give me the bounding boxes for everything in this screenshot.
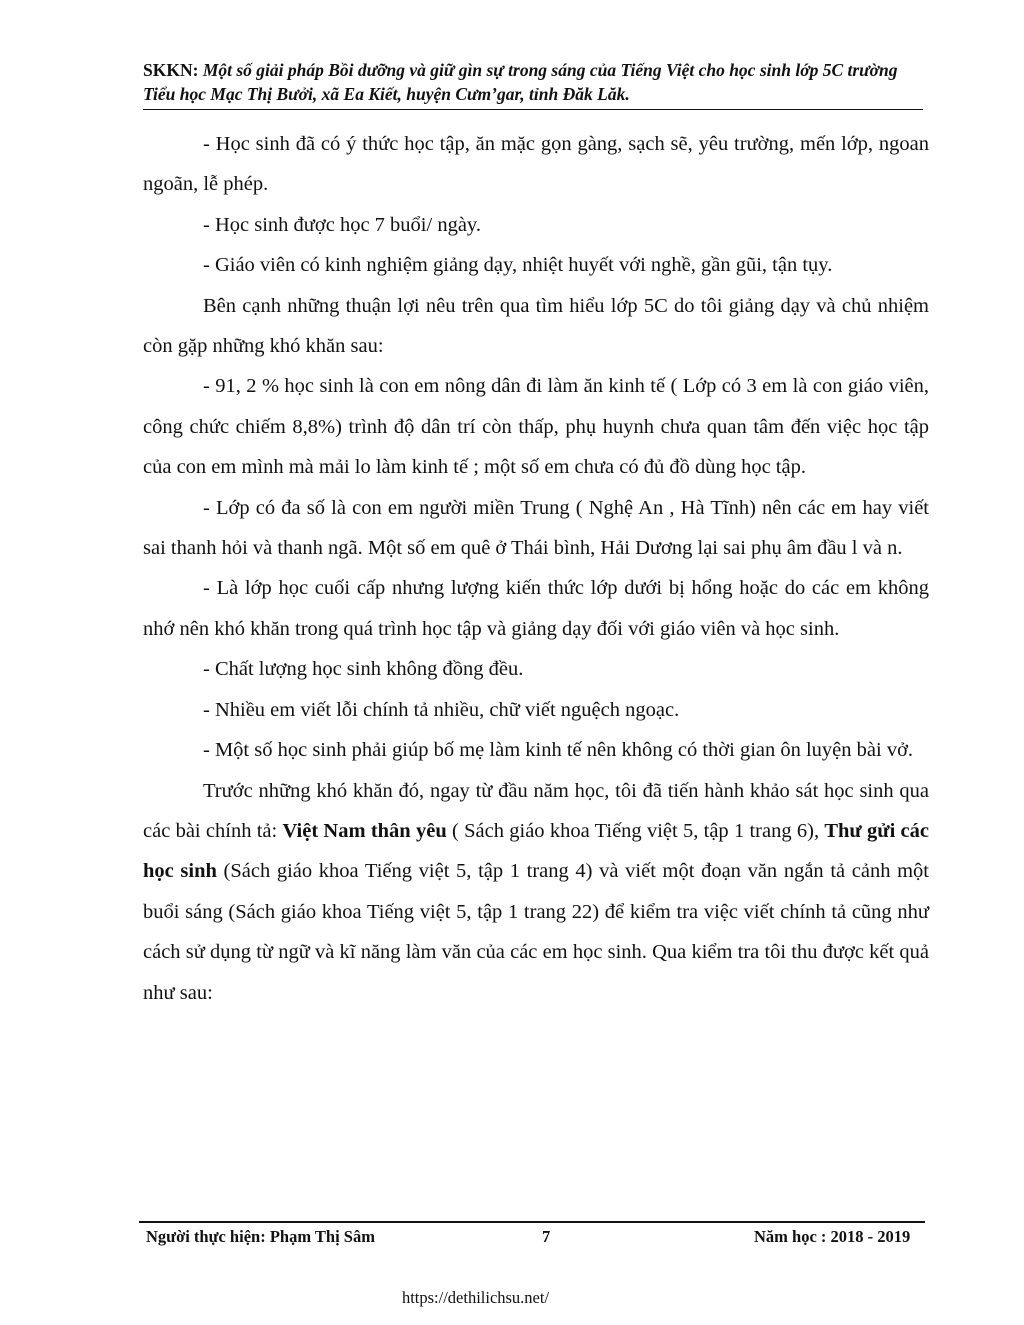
footer-divider	[139, 1221, 925, 1223]
page-number: 7	[542, 1227, 551, 1246]
document-body	[143, 124, 929, 1013]
paragraph: - Nhiều em viết lỗi chính tả nhiều, chữ viết nguệch ngoạc.	[203, 698, 680, 721]
bold-title-thu-gui-cac-hoc-sinh: Thư gửi các học sinh	[143, 819, 929, 883]
text-run: (Sách giáo khoa Tiếng việt 5, tập 1 trang 4) và viết một đoạn văn ngắn tả cảnh một buổi sáng (Sách giáo khoa Tiếng việt 5, tập 1 trang 22) để kiểm tra việc viết chính tả cũng như cách sử dụng từ ngữ và kĩ năng làm văn của các em học sinh. Qua kiểm tra tôi thu được kết quả như sau:	[143, 860, 929, 1004]
footer-author: Người thực hiện: Phạm Thị Sâm	[146, 1227, 375, 1246]
header-divider	[143, 109, 923, 110]
bold-title-viet-nam-than-yeu: Việt Nam thân yêu	[282, 819, 447, 842]
paragraph: - 91, 2 % học sinh là con em nông dân đi làm ăn kinh tế ( Lớp có 3 em là con giáo viên, công chức chiếm 8,8%) trình độ dân trí còn thấp, phụ huynh chưa quan tâm đến việc học tập của con em mình mà mải lo làm kinh tế ; một số em chưa có đủ đồ dùng học tập.	[143, 375, 929, 479]
header-title: Một số giải pháp Bồi dưỡng và giữ gìn sự trong sáng của Tiếng Việt cho học sinh lớp 5C trường Tiểu học Mạc Thị Bưởi, xã Ea Kiết, huyện Cưm’gar, tỉnh Đăk Lăk.	[143, 60, 898, 104]
final-paragraph	[143, 771, 929, 1013]
page-header	[143, 58, 928, 106]
paragraph: - Là lớp học cuối cấp nhưng lượng kiến thức lớp dưới bị hổng hoặc do các em không nhớ nên khó khăn trong quá trình học tập và giảng dạy đối với giáo viên và học sinh.	[143, 577, 929, 640]
header-lead: SKKN:	[143, 60, 199, 80]
paragraph: - Một số học sinh phải giúp bố mẹ làm kinh tế nên không có thời gian ôn luyện bài vở.	[203, 739, 914, 762]
text-run: ( Sách giáo khoa Tiếng việt 5, tập 1 trang 6),	[446, 819, 825, 842]
footer-school-year: Năm học : 2018 - 2019	[754, 1227, 911, 1246]
paragraph: - Học sinh được học 7 buổi/ ngày.	[203, 213, 481, 236]
paragraph: - Lớp có đa số là con em người miền Trung ( Nghệ An , Hà Tĩnh) nên các em hay viết sai thanh hỏi và thanh ngã. Một số em quê ở Thái bình, Hải Dương lại sai phụ âm đầu l và n.	[143, 496, 929, 560]
text-run: Trước những khó khăn đó, ngay từ đầu năm học, tôi đã tiến hành khảo sát học sinh qua các bài chính tả:	[143, 779, 929, 842]
paragraph: - Giáo viên có kinh nghiệm giảng dạy, nhiệt huyết với nghề, gần gũi, tận tụy.	[203, 254, 833, 277]
paragraph: - Học sinh đã có ý thức học tập, ăn mặc gọn gàng, sạch sẽ, yêu trường, mến lớp, ngoan ngoãn, lễ phép.	[143, 133, 929, 196]
source-url: https://dethilichsu.net/	[401, 1288, 550, 1307]
paragraph: Bên cạnh những thuận lợi nêu trên qua tìm hiểu lớp 5C do tôi giảng dạy và chủ nhiệm còn gặp những khó khăn sau:	[143, 294, 929, 358]
paragraph: - Chất lượng học sinh không đồng đều.	[203, 658, 524, 681]
